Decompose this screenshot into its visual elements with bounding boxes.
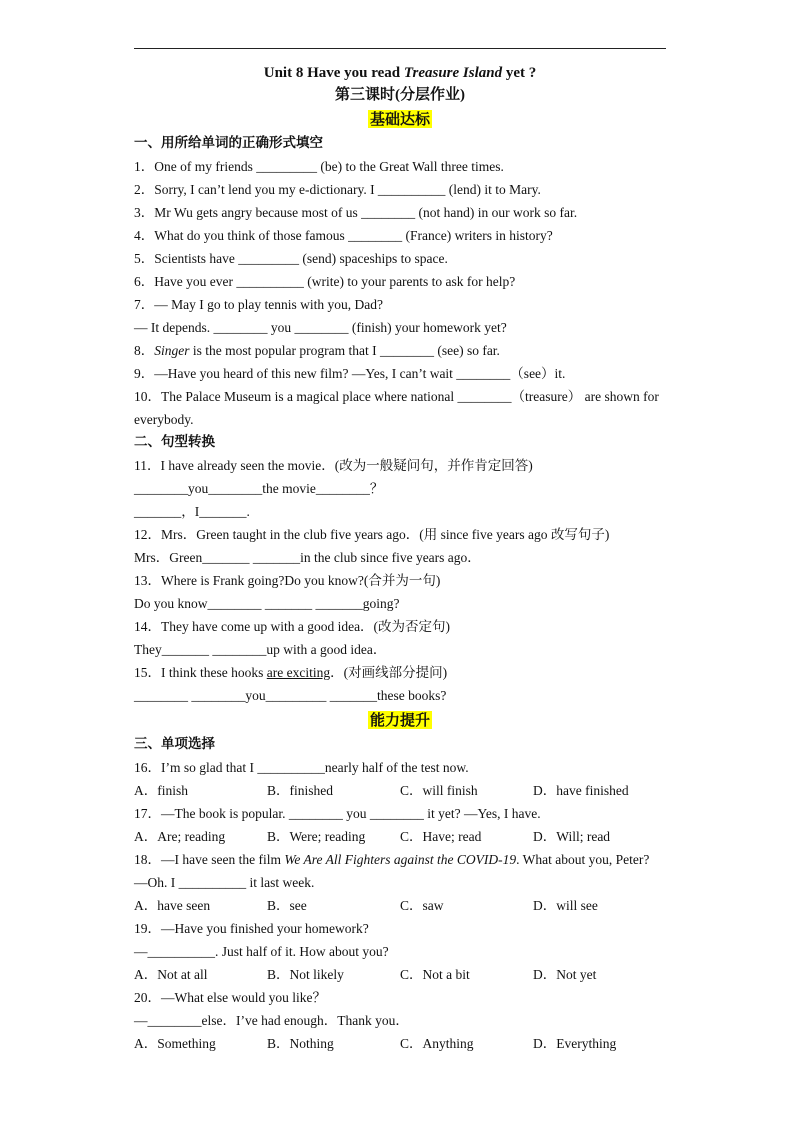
option-b: B．finished: [267, 783, 333, 798]
option-c: C．saw: [400, 898, 444, 913]
option-a: A．Are; reading: [134, 829, 226, 844]
worksheet-subtitle: 第三课时(分层作业): [335, 87, 465, 103]
question-line: 14．They have come up with a good idea．(改为否定句): [134, 619, 451, 634]
answer-line: ________you________the movie________？: [134, 481, 384, 496]
question-line: 10．The Palace Museum is a magical place where national ________（treasure） are shown for everybody.: [134, 389, 659, 427]
question-line: — It depends. ________ you ________ (finish) your homework yet?: [134, 320, 507, 335]
question-line: 15．I think these hooks are exciting．(对画线部分提问): [134, 665, 448, 680]
option-a: A．Not at all: [134, 967, 208, 982]
option-row: [134, 963, 666, 986]
worksheet-page: [134, 60, 666, 1055]
question-line: 1．One of my friends _________ (be) to the Great Wall three times.: [134, 159, 504, 174]
option-row: [134, 1032, 666, 1055]
question-line: 6．Have you ever __________ (write) to your parents to ask for help?: [134, 274, 516, 289]
option-row: [134, 779, 666, 802]
option-c: C．Have; read: [400, 829, 482, 844]
option-d: D．will see: [533, 898, 598, 913]
level-basic-badge: 基础达标: [369, 110, 430, 128]
option-d: D．Everything: [533, 1036, 617, 1051]
option-c: C．Anything: [400, 1036, 474, 1051]
question-line: 9．—Have you heard of this new film? —Yes, I can’t wait ________（see）it.: [134, 366, 566, 381]
question-line: 16．I’m so glad that I __________nearly half of the test now.: [134, 760, 469, 775]
option-b: B．Were; reading: [267, 829, 366, 844]
question-line: 17．—The book is popular. ________ you ________ it yet? —Yes, I have.: [134, 806, 541, 821]
option-d: D．Will; read: [533, 829, 611, 844]
question-line: 12．Mrs．Green taught in the club five years ago．(用 since five years ago 改写句子): [134, 527, 610, 542]
section1-heading: 一、用所给单词的正确形式填空: [134, 135, 323, 151]
question-line: 18．—I have seen the film We Are All Fighters against the COVID-19. What about you, Peter?: [134, 852, 650, 867]
question-line: 7．— May I go to play tennis with you, Dad?: [134, 297, 383, 312]
question-line: 2．Sorry, I can’t lend you my e-dictionary. I __________ (lend) it to Mary.: [134, 182, 541, 197]
option-d: D．Not yet: [533, 967, 597, 982]
answer-line: They_______ ________up with a good idea．: [134, 642, 387, 657]
option-b: B．Nothing: [267, 1036, 334, 1051]
option-row: [134, 825, 666, 848]
option-a: A．have seen: [134, 898, 211, 913]
underlined-phrase: are exciting: [266, 665, 331, 680]
answer-line: ________ ________you_________ _______these books?: [134, 688, 447, 703]
question-line: 3．Mr Wu gets angry because most of us ________ (not hand) in our work so far.: [134, 205, 578, 220]
section3-heading: 三、单项选择: [134, 736, 215, 752]
option-a: A．finish: [134, 783, 188, 798]
question-line: 19．—Have you finished your homework?: [134, 921, 369, 936]
option-c: C．will finish: [400, 783, 478, 798]
header-rule: [134, 48, 666, 49]
question-line: 5．Scientists have _________ (send) spaceships to space.: [134, 251, 448, 266]
answer-line: —________else．I’ve had enough．Thank you．: [134, 1013, 409, 1028]
question-line: 11．I have already seen the movie．(改为一般疑问句，并作肯定回答): [134, 458, 533, 473]
option-c: C．Not a bit: [400, 967, 470, 982]
level-advanced-badge: 能力提升: [369, 711, 430, 729]
option-a: A．Something: [134, 1036, 216, 1051]
answer-line: —Oh. I __________ it last week.: [134, 875, 315, 890]
question-line: 4．What do you think of those famous ________ (France) writers in history?: [134, 228, 553, 243]
option-b: B．Not likely: [267, 967, 344, 982]
worksheet-title: Unit 8 Have you read Treasure Island yet ?: [263, 65, 537, 81]
answer-line: Mrs．Green_______ _______in the club since five years ago．: [134, 550, 481, 565]
option-row: [134, 894, 666, 917]
option-d: D．have finished: [533, 783, 629, 798]
option-b: B．see: [267, 898, 307, 913]
answer-line: —__________. Just half of it. How about you?: [134, 944, 389, 959]
answer-line: Do you know________ _______ _______going?: [134, 596, 400, 611]
question-line: 13．Where is Frank going?Do you know?(合并为一句): [134, 573, 441, 588]
question-line: 20．—What else would you like？: [134, 990, 326, 1005]
answer-line: _______，I_______.: [134, 504, 250, 519]
question-line: 8．Singer is the most popular program that I ________ (see) so far.: [134, 343, 500, 358]
section2-heading: 二、句型转换: [134, 434, 215, 450]
